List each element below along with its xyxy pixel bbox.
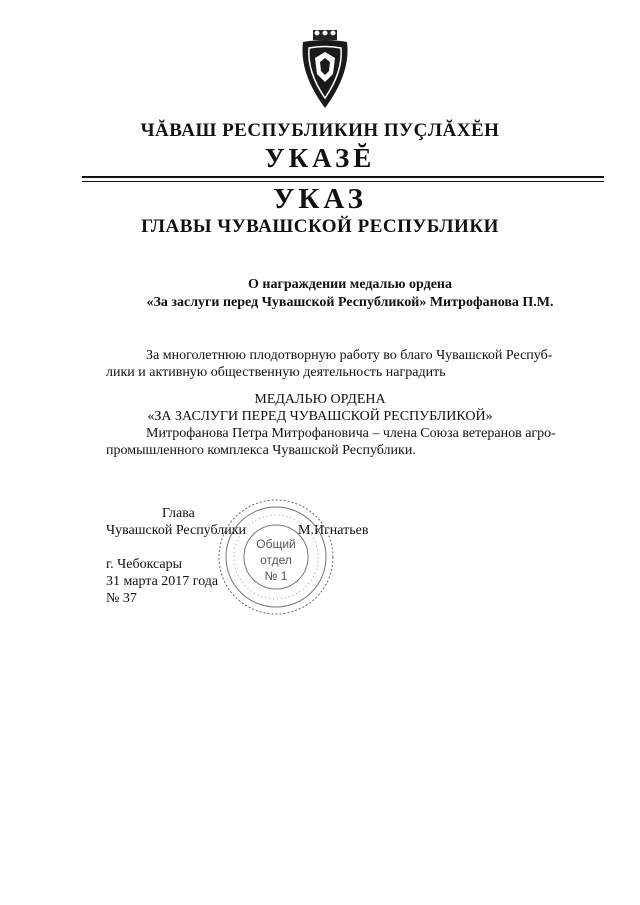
body-para1-line1: За многолетнюю плодотворную работу во благо Чувашской Респуб- bbox=[146, 348, 553, 363]
header-russian-title: УКАЗ bbox=[273, 183, 367, 215]
office-stamp bbox=[216, 497, 336, 617]
signature-signer: М.Игнатьев bbox=[298, 523, 369, 538]
stamp-line-3: № 1 bbox=[264, 569, 288, 583]
stamp-line-1: Общий bbox=[256, 537, 296, 551]
header-rule-thin bbox=[82, 181, 604, 182]
recipient-line-1: Митрофанова Петра Митрофановича – члена Союза ветеранов агро- bbox=[146, 426, 556, 441]
footer-date: 31 марта 2017 года bbox=[106, 574, 219, 589]
chuvash-emblem-icon bbox=[293, 28, 357, 112]
award-line-2: «ЗА ЗАСЛУГИ ПЕРЕД ЧУВАШСКОЙ РЕСПУБЛИКОЙ» bbox=[147, 409, 493, 424]
header-chuvash-line: ЧĂВАШ РЕСПУБЛИКИН ПУÇЛĂХĔН bbox=[140, 120, 500, 141]
footer-city: г. Чебоксары bbox=[106, 557, 183, 572]
signature-title-line2: Чувашской Республики bbox=[106, 523, 247, 538]
body-para1-line2: лики и активную общественную деятельность наградить bbox=[106, 365, 446, 380]
header-russian-subtitle: ГЛАВЫ ЧУВАШСКОЙ РЕСПУБЛИКИ bbox=[141, 216, 499, 237]
subject-line-1: О награждении медалью ордена bbox=[248, 277, 452, 292]
footer-number: № 37 bbox=[106, 591, 137, 606]
recipient-line-2: промышленного комплекса Чувашской Республики. bbox=[106, 443, 416, 458]
stamp-line-2: отдел bbox=[260, 553, 292, 567]
header-rule-thick bbox=[82, 176, 604, 178]
decree-subject bbox=[60, 276, 640, 312]
header-chuvash-title: УКАЗĔ bbox=[264, 143, 376, 173]
award-line-1: МЕДАЛЬЮ ОРДЕНА bbox=[254, 392, 386, 407]
signature-title-line1: Глава bbox=[162, 506, 195, 521]
subject-line-2: «За заслуги перед Чувашской Республикой» Митрофанова П.М. bbox=[146, 295, 554, 310]
